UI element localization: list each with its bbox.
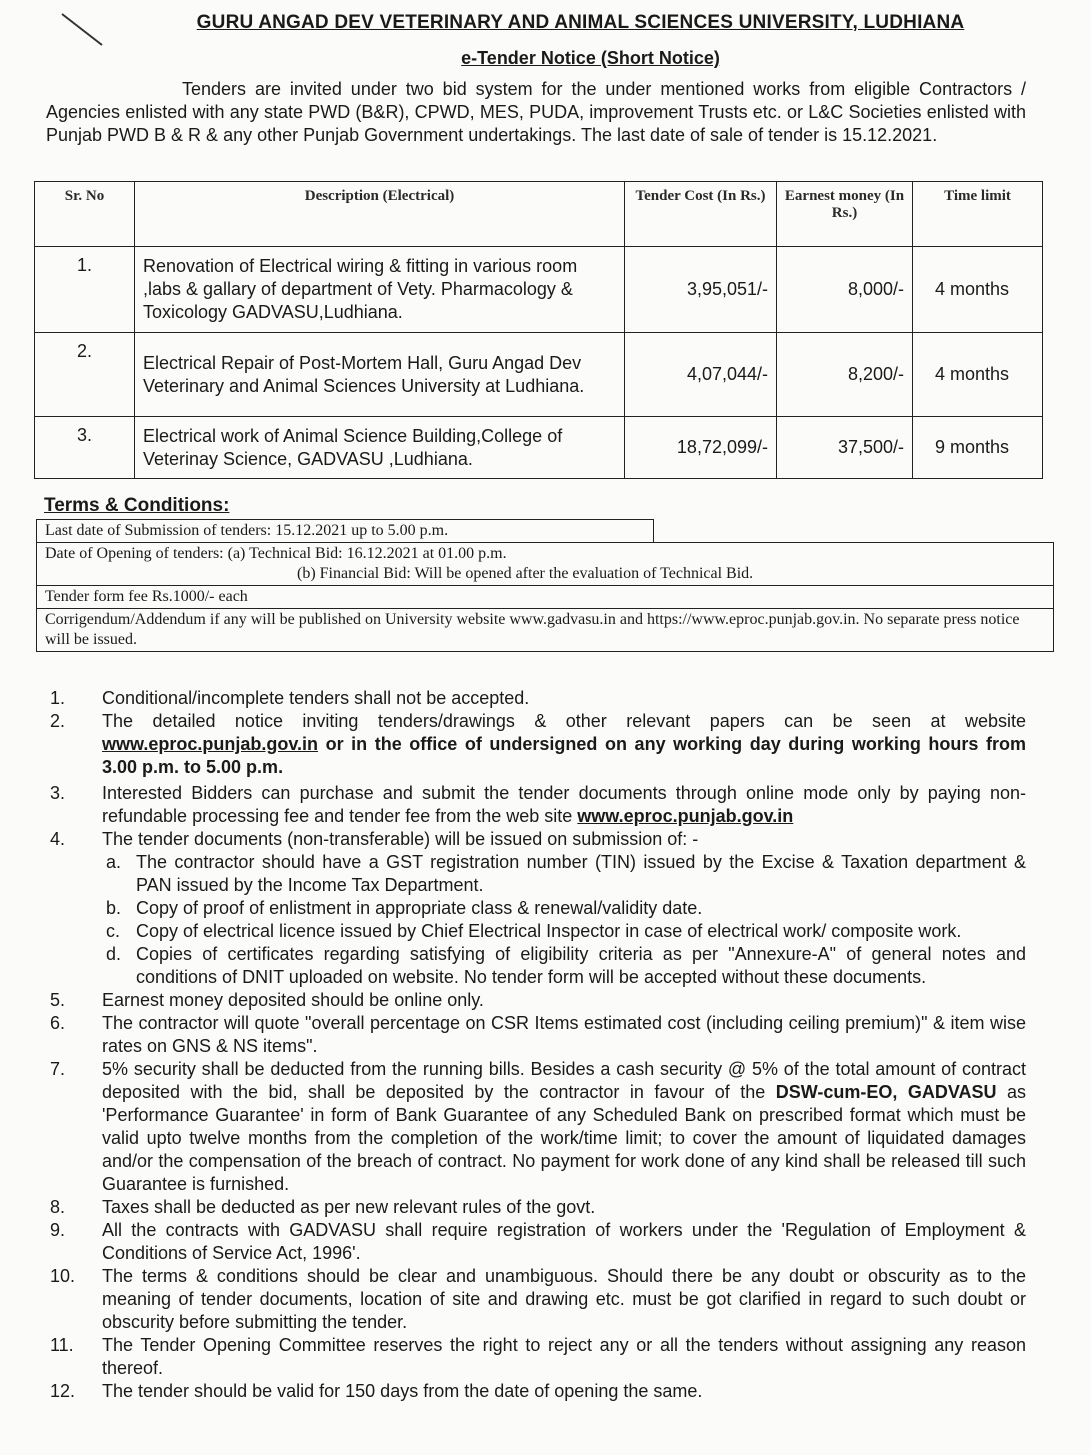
last-date-row: Last date of Submission of tenders: 15.12.2021 up to 5.00 p.m.	[36, 519, 654, 542]
condition-text: The Tender Opening Committee reserves the right to reject any or all the tenders without assigning any reason thereof.	[102, 1335, 1026, 1378]
condition-item	[46, 782, 1026, 828]
sub-conditions-list	[102, 851, 1026, 989]
sub-condition-item	[102, 943, 1026, 989]
cell-description: Electrical work of Animal Science Building,College of Veterinay Science, GADVASU ,Ludhiana.	[135, 417, 625, 479]
eproc-link[interactable]: www.eproc.punjab.gov.in	[102, 734, 319, 754]
conditions-list	[46, 687, 1026, 1403]
condition-text: The terms & conditions should be clear and unambiguous. Should there be any doubt or obscurity as to the meaning of tender documents, location of site and drawing etc. must be got clarified in regard to such doubt or obscurity before submitting the tender.	[102, 1266, 1026, 1332]
opening-financial-bid: (b) Financial Bid: Will be opened after the evaluation of Technical Bid.	[297, 565, 754, 582]
sub-condition-item	[102, 897, 1026, 920]
condition-item	[46, 687, 1026, 710]
cell-sr: 1.	[35, 247, 135, 333]
condition-text: The detailed notice inviting tenders/drawings & other relevant papers can be seen at website	[102, 711, 1026, 731]
condition-text: 5% security shall be deducted from the running bills. Besides a cash security @ 5% of the total amount of contract deposited with the bid, shall be deposited by the contractor in favour of the	[102, 1059, 1026, 1102]
sub-condition-text: Copy of electrical licence issued by Chief Electrical Inspector in case of electrical work/ composite work.	[136, 921, 962, 941]
cell-sr: 2.	[35, 333, 135, 417]
condition-item	[46, 710, 1026, 779]
notice-title: e-Tender Notice (Short Notice)	[461, 48, 720, 68]
condition-text: The tender should be valid for 150 days from the date of opening the same.	[102, 1381, 703, 1401]
condition-item	[46, 1196, 1026, 1219]
sub-condition-letter: a.	[106, 852, 122, 872]
terms-heading: Terms & Conditions:	[44, 495, 230, 516]
header-description: Description (Electrical)	[135, 182, 625, 247]
condition-text: Earnest money deposited should be online only.	[102, 990, 484, 1010]
condition-number: 4.	[50, 829, 66, 849]
condition-text: All the contracts with GADVASU shall require registration of workers under the 'Regulation of Employment & Conditions of Service Act, 1996'.	[102, 1220, 1026, 1263]
opening-date-row	[36, 542, 1054, 585]
table-row	[35, 417, 1043, 479]
sub-condition-text: The contractor should have a GST registration number (TIN) issued by the Excise & Taxation department & PAN issued by the Income Tax Department.	[136, 852, 1026, 895]
opening-technical-bid: Date of Opening of tenders: (a) Technical Bid: 16.12.2021 at 01.00 p.m.	[45, 545, 507, 562]
header-tender-cost: Tender Cost (In Rs.)	[625, 182, 777, 247]
condition-item	[46, 1058, 1026, 1196]
condition-text: Conditional/incomplete tenders shall not be accepted.	[102, 688, 530, 708]
condition-text: The contractor will quote "overall percentage on CSR Items estimated cost (including ceiling premium)" & item wise rates on GNS & NS items".	[102, 1013, 1026, 1056]
table-row	[35, 247, 1043, 333]
header-time-limit: Time limit	[913, 182, 1043, 247]
condition-item	[46, 1219, 1026, 1265]
cell-time-limit: 9 months	[913, 417, 1043, 479]
condition-number: 11.	[50, 1335, 74, 1355]
condition-text: Taxes shall be deducted as per new relevant rules of the govt.	[102, 1197, 596, 1217]
working-hours: from 3.00 p.m. to 5.00 p.m.	[102, 734, 1026, 777]
condition-number: 6.	[50, 1013, 66, 1033]
cell-sr: 3.	[35, 417, 135, 479]
condition-item	[46, 1265, 1026, 1334]
condition-item	[46, 1012, 1026, 1058]
condition-text: as 'Performance Guarantee' in form of Bank Guarantee of any Scheduled Bank on prescribed format which must be valid upto twelve months from the completion of the work/time limit; to cover the amount of liquidated damages and/or the compensation of the breach of contract. No payment for work done of any kind shall be released till such Guarantee is furnished.	[102, 1082, 1026, 1194]
header-earnest-money: Earnest money (In Rs.)	[777, 182, 913, 247]
cell-earnest-money: 8,000/-	[777, 247, 913, 333]
condition-item	[46, 989, 1026, 1012]
condition-text: The tender documents (non-transferable) will be issued on submission of: -	[102, 829, 699, 849]
eproc-link[interactable]: www.eproc.punjab.gov.in	[577, 806, 794, 826]
cell-description: Electrical Repair of Post-Mortem Hall, Guru Angad Dev Veterinary and Animal Sciences University at Ludhiana.	[135, 333, 625, 417]
condition-number: 3.	[50, 783, 66, 803]
cell-time-limit: 4 months	[913, 333, 1043, 417]
condition-number: 8.	[50, 1197, 66, 1217]
sub-condition-text: Copies of certificates regarding satisfying of eligibility criteria as per "Annexure-A" of general notes and conditions of DNIT uploaded on website. No tender form will be accepted without these documents.	[136, 944, 1026, 987]
condition-text: or in the office of undersigned on any working day during working hours	[318, 734, 986, 754]
condition-number: 9.	[50, 1220, 66, 1240]
cell-earnest-money: 37,500/-	[777, 417, 913, 479]
condition-number: 7.	[50, 1059, 66, 1079]
condition-number: 12.	[50, 1381, 76, 1401]
condition-number: 5.	[50, 990, 66, 1010]
sub-condition-letter: b.	[106, 898, 122, 918]
dsw-cum-eo: DSW-cum-EO, GADVASU	[775, 1082, 997, 1102]
condition-number: 1.	[50, 688, 66, 708]
cell-time-limit: 4 months	[913, 247, 1043, 333]
condition-item	[46, 828, 1026, 989]
university-title: GURU ANGAD DEV VETERINARY AND ANIMAL SCIENCES UNIVERSITY, LUDHIANA	[196, 12, 965, 33]
table-row	[35, 333, 1043, 417]
sub-condition-letter: d.	[106, 944, 122, 964]
cell-tender-cost: 18,72,099/-	[625, 417, 777, 479]
tender-fee-row: Tender form fee Rs.1000/- each	[36, 585, 1054, 608]
header-sr-no: Sr. No	[35, 182, 135, 247]
condition-item	[46, 1334, 1026, 1380]
sub-condition-item	[102, 851, 1026, 897]
cell-earnest-money: 8,200/-	[777, 333, 913, 417]
cell-tender-cost: 3,95,051/-	[625, 247, 777, 333]
condition-text: Interested Bidders can purchase and submit the tender documents through online mode only by paying non-refundable processing fee and tender fee from the web site	[102, 783, 1026, 826]
corrigendum-row: Corrigendum/Addendum if any will be published on University website www.gadvasu.in and https://www.eproc.punjab.gov.in. No separate press notice will be issued.	[36, 608, 1054, 652]
intro-paragraph: Tenders are invited under two bid system for the under mentioned works from eligible Contractors / Agencies enlisted with any state PWD (B&R), CPWD, MES, PUDA, improvement Trusts etc. or L&C Societies enlisted with Punjab PWD B & R & any other Punjab Government undertakings. The last date of sale of tender is 15.12.2021.	[46, 79, 1026, 145]
terms-box	[36, 519, 1054, 652]
sub-condition-letter: c.	[106, 921, 121, 941]
sub-condition-text: Copy of proof of enlistment in appropriate class & renewal/validity date.	[136, 898, 703, 918]
sub-condition-item	[102, 920, 1026, 943]
table-header-row	[35, 182, 1043, 247]
condition-number: 10.	[50, 1266, 76, 1286]
cell-description: Renovation of Electrical wiring & fitting in various room ,labs & gallary of department of Vety. Pharmacology & Toxicology GADVASU,Ludhiana.	[135, 247, 625, 333]
tender-table	[34, 181, 1043, 479]
condition-number: 2.	[50, 711, 66, 731]
condition-item	[46, 1380, 1026, 1403]
cell-tender-cost: 4,07,044/-	[625, 333, 777, 417]
